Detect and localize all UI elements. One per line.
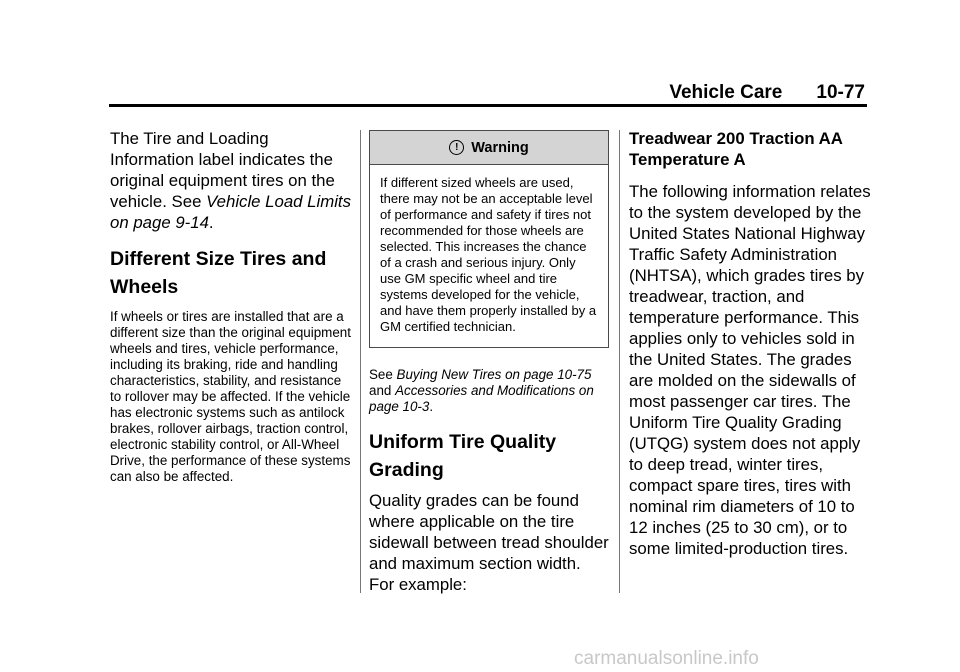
see-link-accessories[interactable]: Accessories and Modifications on page 10-3 [369,383,594,414]
column-divider-right [619,130,620,593]
see-link-buying-new-tires[interactable]: Buying New Tires on page 10-75 [396,367,592,382]
warning-icon: ! [449,140,464,155]
utqg-info-body: The following information relates to the system developed by the United States National Highway Traffic Safety Administration (NHTSA), which grades tires by treadwear, traction, and temperature performance. This applies only to vehicles sold in the United States. The grades are molded on the sidewalls of most passenger car tires. The Uniform Tire Quality Grading (UTQG) system does not apply to deep tread, winter tires, compact spare tires, tires with nominal rim diameters of 10 to 12 inches (25 to 30 cm), or to some limited-production tires. [629,182,871,558]
intro-paragraph [110,128,352,233]
page-number: 10-77 [816,82,865,103]
section-title: Vehicle Care [669,82,783,103]
header-rule [109,104,867,107]
watermark: carmanualsonline.info [574,648,759,669]
see-prefix: See [369,367,397,382]
grade-example: Treadwear 200 Traction AA Temperature A [629,129,843,169]
warning-title: Warning [471,139,529,156]
heading-utqg: Uniform Tire Quality Grading [369,431,557,481]
intro-end: . [208,213,214,232]
column-1 [110,128,352,485]
intro-text: The Tire and Loading Information label indicates the original equipment tires on the vehicle. See [110,129,335,211]
see-and: and [369,383,396,398]
column-2 [369,128,609,595]
warning-text: If different sized wheels are used, there may not be an acceptable level of performance and safety if tires not recommended for those wheels are selected. This increases the chance of a crash and serious injury. Only use GM specific wheel and tire systems developed for the vehicle, and have them properly installed by a GM certified technician. [380,175,597,334]
different-size-body: If wheels or tires are installed that are a different size than the original equipment wheels and tires, vehicle performance, including its braking, ride and handling characteristics, stability, and resistance to rollover may be affected. If the vehicle has electronic systems such as antilock brakes, rollover airbags, traction control, electronic stability control, or All-Wheel Drive, the performance of these systems can also be affected. [110,309,351,484]
intro-link[interactable]: Vehicle Load Limits on page 9-14 [110,192,351,232]
column-divider-left [360,130,361,593]
see-end: . [429,399,434,414]
utqg-body: Quality grades can be found where applicable on the tire sidewall between tread shoulder and maximum section width. For example: [369,491,609,594]
heading-different-size: Different Size Tires and Wheels [110,248,327,298]
running-header [0,82,865,104]
warning-box [369,130,609,348]
warning-header [370,131,608,165]
see-also-paragraph [369,367,609,415]
column-3 [629,128,873,559]
